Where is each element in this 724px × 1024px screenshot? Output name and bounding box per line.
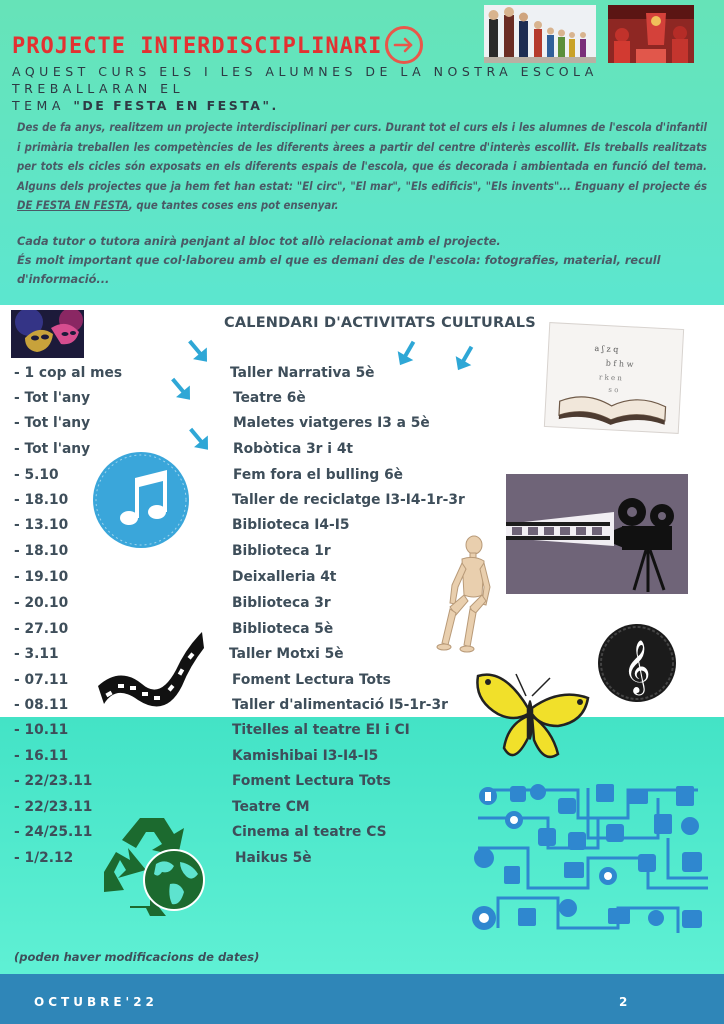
row-activity: Deixalleria 4t <box>232 569 337 585</box>
calendar-row <box>0 799 724 823</box>
row-date: - Tot l'any <box>14 390 91 406</box>
row-date: - 20.10 <box>14 595 69 611</box>
row-date: - 08.11 <box>14 697 69 713</box>
page-number: 2 <box>619 995 628 1009</box>
tutor-line-2: És molt important que col·laboreu amb el que es demani des de l'escola: fotografies, material, recull d'informació... <box>17 254 661 286</box>
subtitle-prefix: TEMA <box>12 98 74 113</box>
row-date: - 13.10 <box>14 517 69 533</box>
svg-text:a ʃ z q: a ʃ z q <box>594 343 619 355</box>
dates-note: (poden haver modificacions de dates) <box>14 950 260 964</box>
row-date: - Tot l'any <box>14 415 91 431</box>
row-activity: Biblioteca I4-I5 <box>232 517 350 533</box>
calendar-row <box>0 621 724 645</box>
row-activity: Taller Narrativa 5è <box>230 365 375 381</box>
row-activity: Foment Lectura Tots <box>232 773 391 789</box>
row-date: - 18.10 <box>14 543 69 559</box>
svg-text:s o: s o <box>608 385 619 395</box>
row-date: - 1/2.12 <box>14 850 74 866</box>
row-date: - 22/23.11 <box>14 799 93 815</box>
page-title: PROJECTE INTERDISCIPLINARI <box>12 34 383 59</box>
calendar-row <box>0 595 724 619</box>
row-date: - 5.10 <box>14 467 59 483</box>
calendar-row <box>0 697 724 721</box>
calendar-row <box>0 722 724 746</box>
row-activity: Taller Motxi 5è <box>229 646 344 662</box>
calendar-row <box>0 773 724 797</box>
row-activity: Teatre CM <box>232 799 310 815</box>
row-activity: Robòtica 3r i 4t <box>233 441 354 457</box>
calendar-row <box>0 672 724 696</box>
festival-crowd-photo <box>608 5 694 63</box>
subtitle-theme: "DE FESTA EN FESTA". <box>73 98 279 113</box>
row-activity: Taller d'alimentació I5-1r-3r <box>232 697 448 713</box>
calendar-title: CALENDARI D'ACTIVITATS CULTURALS <box>224 315 536 331</box>
calendar-row <box>0 492 724 516</box>
row-activity: Taller de reciclatge I3-I4-1r-3r <box>232 492 465 508</box>
page-footer <box>0 974 724 1024</box>
masks-icon <box>11 310 84 358</box>
intro-paragraph <box>17 118 707 216</box>
row-date: - 1 cop al mes <box>14 365 123 381</box>
subtitle <box>12 63 722 114</box>
svg-text:𝄞: 𝄞 <box>623 639 651 693</box>
row-activity: Haikus 5è <box>235 850 312 866</box>
row-activity: Biblioteca 1r <box>232 543 331 559</box>
tutor-line-1: Cada tutor o tutora anirà penjant al bloc tot allò relacionat amb el projecte. <box>17 235 501 248</box>
row-date: - 3.11 <box>14 646 59 662</box>
row-date: - Tot l'any <box>14 441 91 457</box>
down-arrow-icon <box>185 336 211 366</box>
row-date: - 27.10 <box>14 621 69 637</box>
footer-month: OCTUBRE'22 <box>34 995 158 1009</box>
calendar-row <box>0 569 724 593</box>
tutor-paragraph <box>17 232 717 289</box>
calendar-row <box>0 365 724 389</box>
row-activity: Titelles al teatre EI i CI <box>232 722 410 738</box>
calendar-row <box>0 748 724 772</box>
row-date: - 16.11 <box>14 748 69 764</box>
calendar-row <box>0 646 724 670</box>
intro-text-before: Des de fa anys, realitzem un projecte interdisciplinari per curs. Durant tot el curs els i les alumnes de l'escola d'infantil i primària treballen les competències de les diferents àrees a partir del centre d'interès escollit. Els treballs realitzats per tots els cicles són exposats en els diferents espais de l'escola, que és decorada i ambientada en funció del tema. Alguns dels projectes que ja hem fet han estat: "El circ", "El mar", "Els edificis", "Els invents"... Enguany el projecte és <box>17 121 707 193</box>
giants-parade-photo <box>484 5 596 63</box>
svg-text:r k e n: r k e n <box>598 373 623 383</box>
intro-text-after: , que tantes coses ens pot ensenyar. <box>128 199 339 212</box>
row-date: - 10.11 <box>14 722 69 738</box>
subtitle-line-2 <box>12 97 722 114</box>
row-activity: Fem fora el bulling 6è <box>233 467 404 483</box>
subtitle-line-1: AQUEST CURS ELS I LES ALUMNES DE LA NOSTRA ESCOLA TREBALLARAN EL <box>12 64 598 96</box>
calendar-row <box>0 517 724 541</box>
calendar-row <box>0 390 724 414</box>
calendar-row <box>0 850 724 874</box>
row-activity: Biblioteca 3r <box>232 595 331 611</box>
row-activity: Foment Lectura Tots <box>232 672 391 688</box>
row-date: - 22/23.11 <box>14 773 93 789</box>
row-activity: Biblioteca 5è <box>232 621 334 637</box>
calendar-row <box>0 415 724 439</box>
calendar-row <box>0 441 724 465</box>
calendar-row <box>0 467 724 491</box>
calendar-row <box>0 824 724 848</box>
row-activity: Teatre 6è <box>233 390 306 406</box>
calendar-row <box>0 543 724 567</box>
row-activity: Kamishibai I3-I4-I5 <box>232 748 379 764</box>
svg-text:b f h w: b f h w <box>605 358 634 369</box>
row-activity: Cinema al teatre CS <box>232 824 387 840</box>
row-date: - 18.10 <box>14 492 69 508</box>
down-arrow-icon <box>394 338 420 368</box>
row-date: - 24/25.11 <box>14 824 93 840</box>
arrow-right-circle-icon[interactable] <box>385 26 423 64</box>
row-activity: Maletes viatgeres I3 a 5è <box>233 415 430 431</box>
row-date: - 07.11 <box>14 672 69 688</box>
row-date: - 19.10 <box>14 569 69 585</box>
project-theme-link[interactable]: DE FESTA EN FESTA <box>17 199 129 212</box>
